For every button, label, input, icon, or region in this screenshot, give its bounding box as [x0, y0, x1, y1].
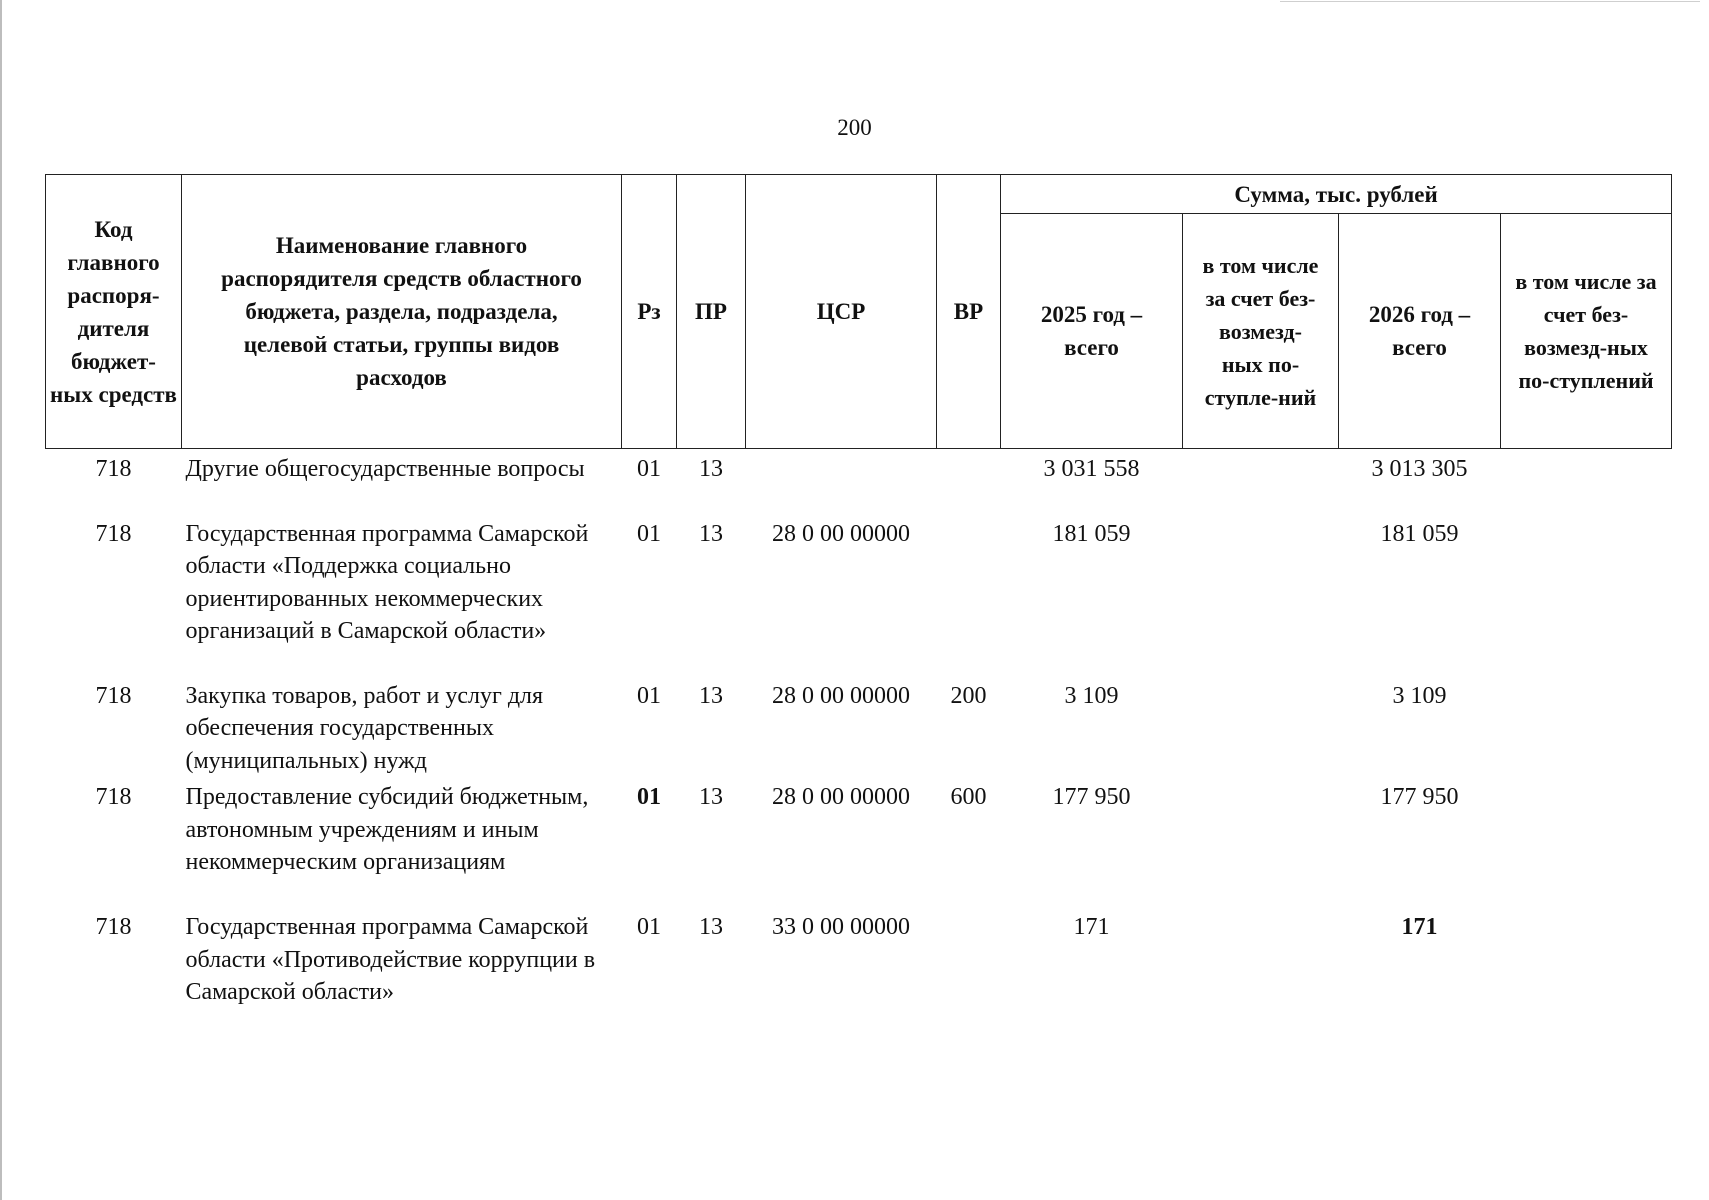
scan-top-line — [1280, 1, 1700, 2]
cell-2026-gratis — [1501, 676, 1672, 778]
cell-name: Закупка товаров, работ и услуг для обеспечения государственных (муниципальных) нужд — [185, 682, 544, 774]
cell-pr: 13 — [699, 682, 723, 709]
cell-name: Государственная программа Самарской области «Противодействие коррупции в Самарской области» — [185, 914, 596, 1005]
budget-table — [45, 174, 1672, 1037]
cell-vr: 200 — [950, 682, 987, 709]
cell-name: Другие общегосударственные вопросы — [185, 456, 585, 482]
cell-2025-gratis — [1183, 777, 1339, 907]
cell-rz: 01 — [637, 456, 661, 482]
cell-2025-total: 3 031 558 — [1043, 456, 1140, 482]
cell-vr — [937, 514, 1001, 676]
header-2026-gratis: в том числе за счет без-возмезд-ных по-ступлений — [1501, 214, 1672, 449]
cell-2025-total: 3 109 — [1064, 682, 1119, 709]
cell-2025-gratis — [1183, 449, 1339, 514]
cell-code: 718 — [95, 456, 132, 482]
cell-2026-gratis — [1501, 514, 1672, 676]
header-csr: ЦСР — [746, 175, 937, 449]
table-row — [46, 907, 1672, 1037]
header-pr: ПР — [677, 175, 746, 449]
cell-pr: 13 — [699, 914, 723, 940]
cell-2026-gratis — [1501, 449, 1672, 514]
table-row — [46, 449, 1672, 514]
table-body — [46, 449, 1672, 1038]
header-sum-group: Сумма, тыс. рублей — [1001, 175, 1672, 214]
cell-pr: 13 — [699, 520, 723, 547]
cell-name: Государственная программа Самарской области «Поддержка социально ориентированных некоммерческих организаций в Самарской области» — [185, 520, 589, 644]
cell-name: Предоставление субсидий бюджетным, автономным учреждениям и иным некоммерческим организациям — [185, 784, 589, 875]
cell-2026-total: 3 109 — [1392, 682, 1447, 709]
cell-code: 718 — [95, 914, 132, 940]
cell-vr: 600 — [950, 784, 987, 810]
cell-csr: 28 0 00 00000 — [772, 520, 910, 547]
cell-2026-total: 177 950 — [1380, 784, 1459, 810]
table-row — [46, 514, 1672, 676]
cell-2026-total: 171 — [1401, 914, 1438, 940]
cell-2026-total: 181 059 — [1380, 520, 1459, 547]
cell-rz: 01 — [637, 520, 661, 547]
cell-2025-gratis — [1183, 907, 1339, 1037]
page-number: 200 — [837, 115, 872, 140]
cell-csr: 28 0 00 00000 — [772, 784, 910, 810]
scan-edge — [0, 0, 2, 1200]
header-vr: ВР — [937, 175, 1001, 449]
header-2025-gratis: в том числе за счет без-возмезд-ных по-ступле-ний — [1183, 214, 1339, 449]
cell-2025-gratis — [1183, 676, 1339, 778]
table-row — [46, 777, 1672, 907]
cell-2026-gratis — [1501, 777, 1672, 907]
cell-2025-total: 171 — [1073, 914, 1110, 940]
header-2026-total: 2026 год – всего — [1339, 214, 1501, 449]
cell-code: 718 — [95, 784, 132, 810]
cell-2025-gratis — [1183, 514, 1339, 676]
cell-vr — [937, 449, 1001, 514]
cell-code: 718 — [95, 520, 132, 547]
header-code: Код главного распоря-дителя бюджет-ных средств — [46, 175, 182, 449]
header-2025-total: 2025 год – всего — [1001, 214, 1183, 449]
cell-pr: 13 — [699, 456, 723, 482]
cell-2025-total: 177 950 — [1052, 784, 1131, 810]
cell-csr: 28 0 00 00000 — [772, 682, 910, 709]
cell-csr — [746, 449, 937, 514]
cell-rz: 01 — [637, 682, 661, 709]
cell-rz: 01 — [637, 784, 661, 810]
cell-code: 718 — [95, 682, 132, 709]
cell-pr: 13 — [699, 784, 723, 810]
cell-csr: 33 0 00 00000 — [772, 914, 910, 940]
cell-2026-total: 3 013 305 — [1371, 456, 1468, 482]
cell-2026-gratis — [1501, 907, 1672, 1037]
cell-vr — [937, 907, 1001, 1037]
header-name: Наименование главного распорядителя средств областного бюджета, раздела, подраздела, целевой статьи, группы видов расходов — [182, 175, 622, 449]
table-header — [46, 175, 1672, 449]
cell-2025-total: 181 059 — [1052, 520, 1131, 547]
header-rz: Рз — [622, 175, 677, 449]
table-row — [46, 676, 1672, 778]
cell-rz: 01 — [637, 914, 661, 940]
